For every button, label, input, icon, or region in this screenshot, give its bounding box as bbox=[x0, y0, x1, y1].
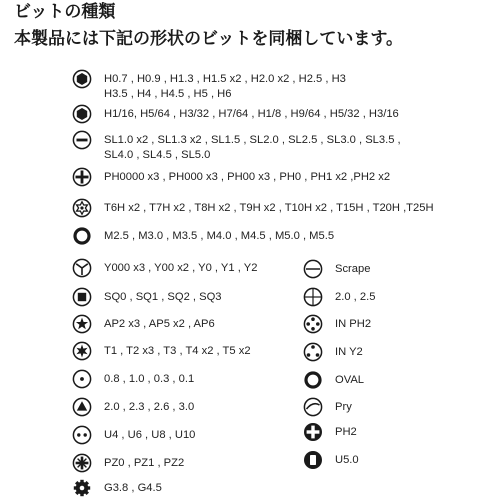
crosshair-icon bbox=[303, 287, 323, 307]
bit-sizes-line-1: Pry bbox=[335, 401, 352, 413]
page-subtitle: 本製品には下記の形状のビットを同梱しています。 bbox=[14, 29, 403, 49]
gear-icon bbox=[72, 478, 92, 498]
bit-sizes-line-1: U4 , U6 , U8 , U10 bbox=[104, 429, 196, 441]
oval-icon bbox=[303, 370, 323, 390]
bit-sizes-line-1: IN PH2 bbox=[335, 318, 372, 330]
two-dot-icon bbox=[72, 425, 92, 445]
tri-wing-icon bbox=[72, 258, 92, 278]
scrape-icon bbox=[303, 259, 323, 279]
bit-sizes-line-1: AP2 x3 , AP5 x2 , AP6 bbox=[104, 318, 215, 330]
bit-sizes-line-1: Scrape bbox=[335, 263, 371, 275]
bit-sizes-line-1: 2.0 , 2.5 bbox=[335, 291, 376, 303]
bit-sizes-line-2: SL4.0 , SL4.5 , SL5.0 bbox=[104, 149, 211, 161]
bit-sizes-line-2: H3.5 , H4 , H4.5 , H5 , H6 bbox=[104, 88, 232, 100]
u-icon bbox=[303, 450, 323, 470]
six-point-icon bbox=[72, 341, 92, 361]
triangle-icon bbox=[72, 397, 92, 417]
bit-sizes-line-1: 2.0 , 2.3 , 2.6 , 3.0 bbox=[104, 401, 195, 413]
hex-socket-icon bbox=[72, 69, 92, 89]
slotted-icon bbox=[72, 130, 92, 150]
bit-sizes-line-1: M2.5 , M3.0 , M3.5 , M4.0 , M4.5 , M5.0 , M5.5 bbox=[104, 230, 335, 242]
bit-sizes-line-1: 0.8 , 1.0 , 0.3 , 0.1 bbox=[104, 373, 195, 385]
dot-icon bbox=[72, 369, 92, 389]
bit-sizes-line-1: T1 , T2 x3 , T3 , T4 x2 , T5 x2 bbox=[104, 345, 251, 357]
square-icon bbox=[72, 287, 92, 307]
bit-sizes-line-1: IN Y2 bbox=[335, 346, 363, 358]
hex-socket-icon bbox=[72, 104, 92, 124]
torx-icon bbox=[72, 198, 92, 218]
bit-sizes-line-1: PZ0 , PZ1 , PZ2 bbox=[104, 457, 185, 469]
in-y2-icon bbox=[303, 342, 323, 362]
bit-sizes-line-1: SL1.0 x2 , SL1.3 x2 , SL1.5 , SL2.0 , SL2.5 , SL3.0 , SL3.5 , bbox=[104, 134, 401, 146]
ph2-cross-icon bbox=[303, 422, 323, 442]
bit-sizes-line-1: H0.7 , H0.9 , H1.3 , H1.5 x2 , H2.0 x2 , H2.5 , H3 bbox=[104, 73, 346, 85]
pozidriv-icon bbox=[72, 453, 92, 473]
in-ph2-icon bbox=[303, 314, 323, 334]
bit-sizes-line-1: U5.0 bbox=[335, 454, 359, 466]
bit-sizes-line-1: G3.8 , G4.5 bbox=[104, 482, 162, 494]
bit-sizes-line-1: T6H x2 , T7H x2 , T8H x2 , T9H x2 , T10H x2 , T15H , T20H ,T25H bbox=[104, 202, 434, 214]
star-icon bbox=[72, 314, 92, 334]
bit-sizes-line-1: Y000 x3 , Y00 x2 , Y0 , Y1 , Y2 bbox=[104, 262, 258, 274]
pentalobe-icon bbox=[72, 226, 92, 246]
phillips-icon bbox=[72, 167, 92, 187]
bit-sizes-line-1: OVAL bbox=[335, 374, 365, 386]
page-title: ビットの種類 bbox=[14, 2, 116, 22]
bit-sizes-line-1: SQ0 , SQ1 , SQ2 , SQ3 bbox=[104, 291, 222, 303]
bit-sizes-line-1: PH0000 x3 , PH000 x3 , PH00 x3 , PH0 , PH1 x2 ,PH2 x2 bbox=[104, 171, 391, 183]
pry-icon bbox=[303, 397, 323, 417]
bit-sizes-line-1: H1/16, H5/64 , H3/32 , H7/64 , H1/8 , H9/64 , H5/32 , H3/16 bbox=[104, 108, 399, 120]
bit-sizes-line-1: PH2 bbox=[335, 426, 357, 438]
